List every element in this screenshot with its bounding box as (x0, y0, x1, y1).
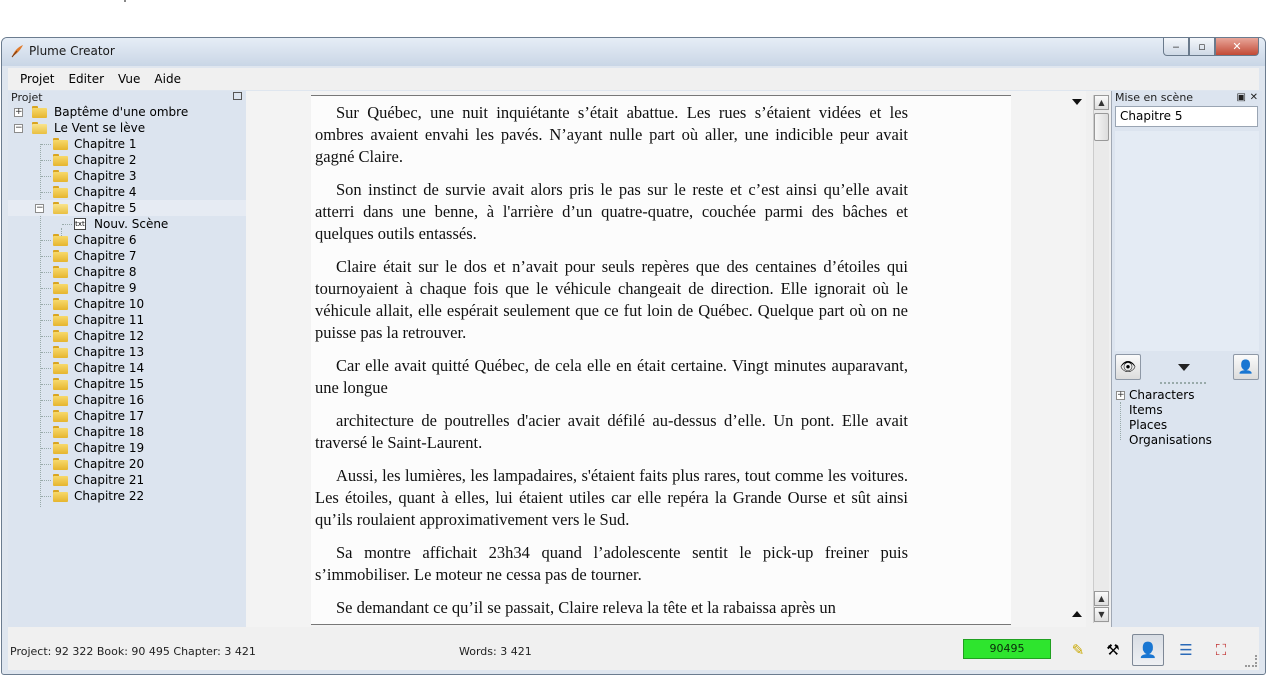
folder-icon (53, 362, 68, 374)
organisations-label: Organisations (1129, 433, 1212, 447)
project-stats: Project: 92 322 Book: 90 495 Chapter: 3 421 (10, 645, 256, 658)
tree-book-le-vent[interactable] (8, 120, 246, 136)
person-icon: 👤 (1138, 641, 1158, 659)
folder-icon (53, 138, 68, 150)
collapse-icon[interactable]: − (15, 123, 23, 133)
chapter-label: Chapitre 8 (74, 265, 137, 279)
eye-icon: 👁 (1119, 359, 1137, 375)
folder-icon (53, 266, 68, 278)
scroll-down-button[interactable]: ▼ (1094, 607, 1109, 622)
tree-chapter[interactable] (8, 376, 246, 392)
tree-branch (41, 176, 51, 177)
chapter-label: Chapitre 1 (74, 137, 137, 151)
tree-branch (41, 400, 51, 401)
window-controls (1163, 38, 1259, 58)
tree-chapter[interactable] (8, 344, 246, 360)
tree-branch (41, 368, 51, 369)
view-button[interactable] (1170, 634, 1202, 666)
expand-icon[interactable]: + (1117, 390, 1125, 400)
chapter-label: Chapitre 2 (74, 153, 137, 167)
tree-branch (41, 160, 51, 161)
folder-icon (53, 426, 68, 438)
chapter-label: Chapitre 14 (74, 361, 145, 375)
tree-scene[interactable] (8, 216, 246, 232)
folder-icon (53, 442, 68, 454)
book-label: Baptême d'une ombre (54, 105, 189, 119)
folder-icon (53, 346, 68, 358)
chapter-label: Chapitre 16 (74, 393, 145, 407)
tree-chapter[interactable] (8, 392, 246, 408)
editor-paragraph[interactable]: Aussi, les lumières, les lampadaires, s'étaient faits plus rares, tout comme les voitures. Les étoiles, quant à elles, lui étaient utiles car elle repéra la Grande Ourse et sût ainsi qu’ils roulaient approximativement vers le Sud. (315, 466, 908, 529)
folder-icon (53, 394, 68, 406)
chapter-label: Chapitre 11 (74, 313, 145, 327)
folder-icon (53, 458, 68, 470)
folder-icon (53, 330, 68, 342)
text-editor[interactable] (246, 91, 1086, 627)
person-toggle-button[interactable] (1132, 634, 1164, 666)
tree-chapter[interactable] (8, 328, 246, 344)
window-title: Plume Creator (29, 44, 115, 58)
tree-branch (41, 432, 51, 433)
tree-branch (41, 240, 51, 241)
word-count: Words: 3 421 (459, 645, 532, 658)
pencil-icon: ✎ (1071, 641, 1085, 659)
tree-branch (41, 448, 51, 449)
folder-open-icon (53, 202, 68, 214)
menu-projet[interactable]: Projet (20, 72, 55, 86)
tree-branch (41, 320, 51, 321)
scene-dock-label: Mise en scène (1115, 91, 1194, 104)
folder-icon (53, 282, 68, 294)
tree-branch (41, 480, 51, 481)
scroll-thumb[interactable] (1094, 113, 1109, 141)
editor-scrollbar[interactable] (1093, 95, 1109, 623)
expand-icon[interactable]: + (15, 107, 23, 117)
book-label: Le Vent se lève (54, 121, 146, 135)
tree-branch (41, 272, 51, 273)
chapter-label: Chapitre 10 (74, 297, 145, 311)
stray-pixel (124, 0, 126, 2)
menu-vue[interactable]: Vue (118, 72, 141, 86)
tree-branch (41, 464, 51, 465)
chapter-label: Chapitre 20 (74, 457, 145, 471)
editor-paragraph[interactable]: Sa montre affichait 23h34 quand l’adolescente sentit le pick-up freiner puis s’immobiliser. Le moteur ne cessa pas de tourner. (315, 543, 908, 584)
tree-book-bapteme[interactable] (8, 104, 246, 120)
scene-dock-title (1112, 91, 1262, 104)
tree-chapter[interactable] (8, 136, 246, 152)
scene-title-field[interactable]: Chapitre 5 (1115, 106, 1258, 127)
chapter-label: Chapitre 18 (74, 425, 145, 439)
tree-chapter[interactable] (8, 312, 246, 328)
characters-label: Characters (1129, 388, 1195, 402)
fullscreen-icon: ⛶ (1215, 641, 1227, 659)
tree-branch (41, 416, 51, 417)
scene-doc-icon: txt (75, 220, 85, 228)
menu-editer[interactable]: Editer (68, 72, 105, 86)
page-down-icon[interactable] (1072, 99, 1082, 105)
editor-paragraph[interactable]: architecture de poutrelles d'acier avait défilé au-dessus d’elle. Un pont. Elle avait traversé le Saint-Laurent. (315, 411, 908, 452)
tree-chapter[interactable] (8, 184, 246, 200)
eye-button[interactable] (1115, 354, 1141, 380)
chapter-label: Chapitre 13 (74, 345, 145, 359)
chapter-label: Chapitre 12 (74, 329, 145, 343)
tree-chapter[interactable] (8, 488, 246, 504)
person-icon: 👤 (1237, 359, 1255, 375)
tree-chapter[interactable] (8, 248, 246, 264)
tree-branch (41, 256, 51, 257)
folder-icon (53, 410, 68, 422)
menu-bar (8, 68, 1259, 90)
tree-chapter[interactable] (8, 360, 246, 376)
scene-label: Nouv. Scène (94, 217, 169, 231)
editor-paragraph[interactable]: Sur Québec, une nuit inquiétante s’était abattue. Les rues s’étaient vidées et les ombres avaient envahi les pavés. N’ayant nulle part où aller, une indicible peur avait gagné Claire. (315, 103, 908, 166)
scene-dock (1111, 91, 1262, 627)
tree-branch (41, 496, 51, 497)
folder-icon (53, 490, 68, 502)
dock-close-icon[interactable]: ✕ (1249, 92, 1258, 103)
close-button[interactable]: ✕ (1215, 38, 1259, 56)
dock-float-icon[interactable]: ▣ (1236, 92, 1246, 103)
places-label: Places (1129, 418, 1168, 432)
editor-paragraph[interactable]: Se demandant ce qu’il se passait, Claire releva la tête et la rabaissa après un (336, 598, 836, 617)
chapter-label: Chapitre 21 (74, 473, 145, 487)
folder-icon (53, 314, 68, 326)
chapter-label: Chapitre 6 (74, 233, 137, 247)
page-up-icon[interactable] (1072, 611, 1082, 617)
project-tree (8, 104, 246, 504)
folder-icon (53, 186, 68, 198)
tree-chapter[interactable] (8, 472, 246, 488)
tree-branch (41, 336, 51, 337)
tree-branch (41, 288, 51, 289)
tree-chapter[interactable] (8, 264, 246, 280)
chapter-label: Chapitre 5 (74, 201, 137, 215)
list-view-icon: ☰ (1179, 641, 1193, 659)
tree-chapter[interactable] (8, 152, 246, 168)
tree-branch (41, 144, 51, 145)
tree-chapter[interactable] (8, 168, 246, 184)
tree-branch (41, 384, 51, 385)
project-dock-title (8, 91, 246, 104)
dock-float-icon[interactable] (233, 92, 242, 100)
tree-guide-line (1120, 402, 1121, 440)
tree-chapter[interactable] (8, 408, 246, 424)
tree-chapter[interactable] (8, 280, 246, 296)
client-area (8, 91, 1259, 670)
menu-aide[interactable]: Aide (154, 72, 181, 86)
chapter-label: Chapitre 9 (74, 281, 137, 295)
tools-button[interactable] (1097, 634, 1129, 666)
chapter-label: Chapitre 7 (74, 249, 137, 263)
tree-chapter[interactable] (8, 456, 246, 472)
folder-icon (53, 378, 68, 390)
person-button[interactable] (1233, 354, 1259, 380)
folder-icon (53, 170, 68, 182)
chapter-label: Chapitre 17 (74, 409, 145, 423)
splitter-grip[interactable] (1160, 382, 1206, 384)
editor-paragraph[interactable]: Car elle avait quitté Québec, de cela elle en était certaine. Vingt minutes auparavant, une longue (315, 356, 908, 397)
tree-chapter[interactable] (8, 232, 246, 248)
tree-chapter[interactable] (8, 296, 246, 312)
tree-chapter[interactable] (8, 424, 246, 440)
status-bar (8, 629, 1259, 669)
tree-branch (41, 352, 51, 353)
fullscreen-button[interactable] (1205, 634, 1237, 666)
chapter-label: Chapitre 22 (74, 489, 145, 503)
tree-branch (62, 224, 72, 225)
tree-branch (41, 304, 51, 305)
chapter-label: Chapitre 15 (74, 377, 145, 391)
tree-chapter-selected[interactable] (8, 200, 246, 216)
minimize-button[interactable]: ‒ (1163, 38, 1189, 56)
edit-mode-button[interactable] (1062, 634, 1094, 666)
feather-icon (10, 44, 24, 58)
folder-icon (53, 234, 68, 246)
scene-notes-area[interactable] (1115, 131, 1259, 351)
chapter-label: Chapitre 4 (74, 185, 137, 199)
editor-paragraph[interactable]: Claire était sur le dos et n’avait pour seuls repères que des centaines d’étoiles qui tournoyaient à chaque fois que le véhicule changeait de direction. Elle ignorait où le véhicule allait, elle espérait seulement que ce fut loin de Québec. Quelque part où on ne puisse pas la retrouver. (315, 257, 908, 342)
folder-icon (32, 106, 47, 118)
resize-grip[interactable] (1245, 655, 1257, 667)
chapter-label: Chapitre 19 (74, 441, 145, 455)
folder-icon (53, 154, 68, 166)
scroll-up-lower-button[interactable]: ▲ (1094, 591, 1109, 606)
dropdown-icon[interactable] (1178, 364, 1190, 371)
tree-branch (41, 192, 51, 193)
maximize-button[interactable]: ▫ (1189, 38, 1215, 56)
project-dock-label: Projet (11, 91, 43, 104)
tree-chapter[interactable] (8, 440, 246, 456)
folder-icon (53, 298, 68, 310)
project-dock (8, 91, 247, 627)
folder-open-icon (32, 122, 47, 134)
app-window (1, 37, 1266, 675)
book-counter-badge: 90495 (963, 639, 1051, 659)
items-label: Items (1129, 403, 1163, 417)
folder-icon (53, 250, 68, 262)
editor-text[interactable] (315, 102, 908, 625)
editor-page[interactable] (311, 95, 1011, 625)
folder-icon (53, 474, 68, 486)
tools-icon: ⚒ (1106, 641, 1120, 659)
editor-paragraph[interactable]: Son instinct de survie avait alors pris le pas sur le reste et c’est ainsi qu’elle avait atterri dans une benne, à l'arrière d’un quatre-quatre, couchée parmi des bâches et quelques outils entassés. (315, 180, 908, 243)
scroll-up-button[interactable]: ▲ (1094, 95, 1109, 110)
chapter-label: Chapitre 3 (74, 169, 137, 183)
collapse-icon[interactable]: − (36, 203, 44, 213)
title-bar[interactable] (2, 38, 1265, 66)
